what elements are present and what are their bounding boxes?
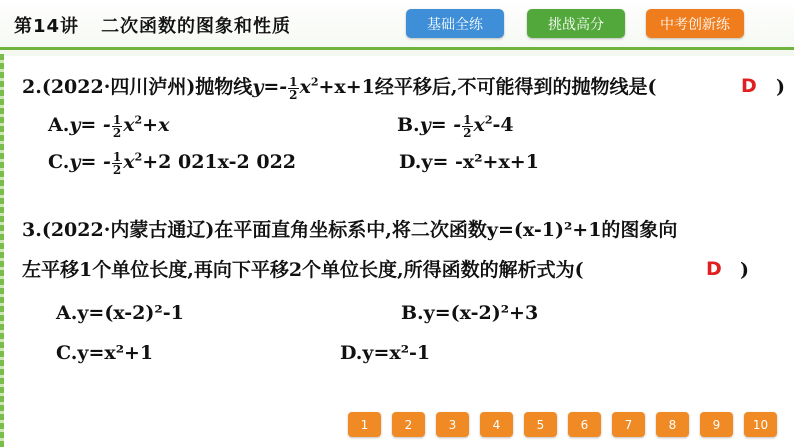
nav-page-2[interactable]: 2 [392, 412, 425, 437]
q2-option-c[interactable]: C.y= - $\frac{1}{2}$ $x^2+2$ 021x-2 022 [48, 149, 297, 177]
q3-stem-line1: 3.(2022·内蒙古通辽)在平面直角坐标系中,将二次函数y=(x-1)²+1的图象向 [22, 219, 678, 241]
basic-practice-button[interactable]: 基础全练 [406, 9, 504, 38]
q3-option-d[interactable]: D.y=x²-1 [340, 342, 431, 364]
fraction: $\frac{1}{2}$ [289, 74, 298, 102]
header-divider [0, 47, 794, 50]
exam-innovation-button[interactable]: 中考创新练 [646, 9, 744, 38]
q3-option-a[interactable]: A.y=(x-2)²-1 [56, 302, 184, 324]
q2-answer: D [741, 75, 757, 97]
nav-page-4[interactable]: 4 [480, 412, 513, 437]
q3-option-c[interactable]: C.y=x²+1 [56, 342, 154, 364]
lesson-topic: 二次函数的图象和性质 [101, 16, 292, 37]
nav-page-8[interactable]: 8 [656, 412, 689, 437]
q3-answer: D [706, 258, 722, 280]
nav-page-10[interactable]: 10 [744, 412, 777, 437]
nav-page-6[interactable]: 6 [568, 412, 601, 437]
nav-page-1[interactable]: 1 [348, 412, 381, 437]
nav-page-3[interactable]: 3 [436, 412, 469, 437]
q3-stem-line2: 左平移1个单位长度,再向下平移2个单位长度,所得函数的解析式为( [22, 259, 584, 281]
lesson-number: 第14讲 [14, 16, 80, 37]
q2-option-a[interactable]: A.y= - $\frac{1}{2}$ $x^2+x$ [48, 112, 170, 140]
challenge-button[interactable]: 挑战高分 [527, 9, 625, 38]
left-decoration [0, 54, 4, 447]
q2-option-b[interactable]: B.y= - $\frac{1}{2}$ $x^2-4$ [397, 112, 514, 140]
q3-option-b[interactable]: B.y=(x-2)²+3 [401, 302, 539, 324]
q2-stem: 2.(2022·四川泸州)抛物线y=- $\frac{1}{2}$ $x^2+x+1$经平移后,不可能得到的抛物线是( [22, 74, 657, 102]
nav-page-5[interactable]: 5 [524, 412, 557, 437]
q2-option-d[interactable]: D.y= -x²+x+1 [399, 151, 539, 173]
q2-close-paren: ) [776, 76, 785, 98]
nav-page-7[interactable]: 7 [612, 412, 645, 437]
page-title [14, 12, 291, 38]
nav-page-9[interactable]: 9 [700, 412, 733, 437]
q3-close-paren: ) [740, 259, 749, 281]
